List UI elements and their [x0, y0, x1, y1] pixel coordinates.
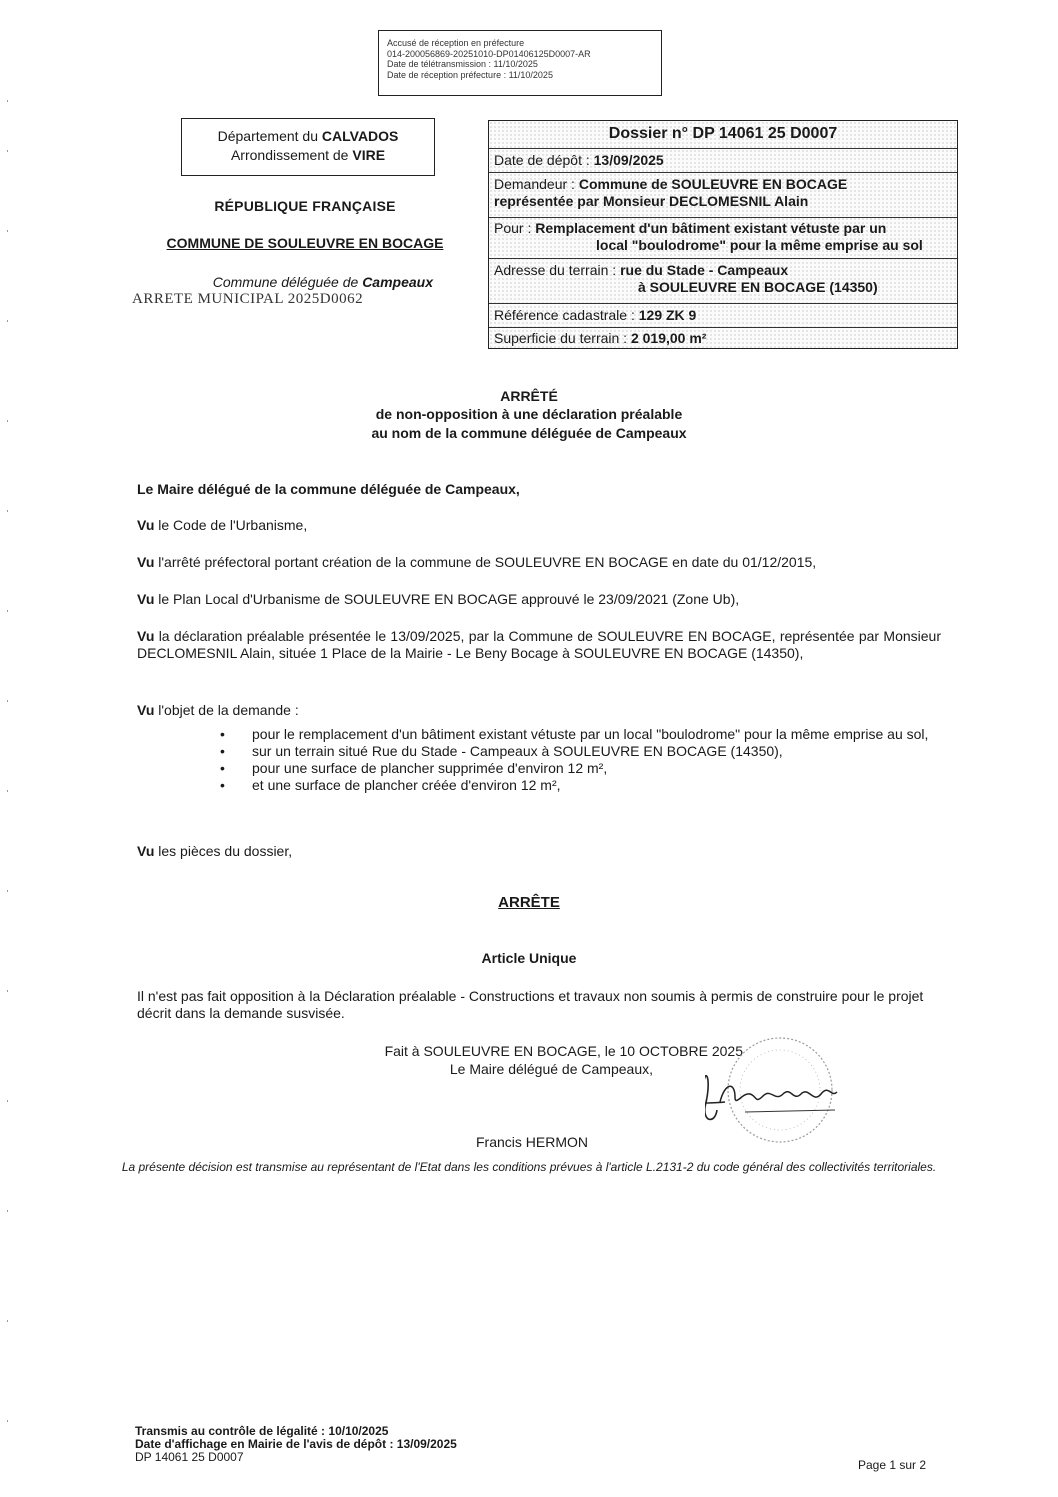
bullet-icon: •: [220, 743, 225, 759]
demandeur-label: Demandeur :: [494, 176, 579, 192]
legal-notice: La présente décision est transmise au représentant de l'Etat dans les conditions prévues à l'article L.2131-2 du code général des collectivités territoriales.: [121, 1160, 937, 1174]
footer-affichage: Date d'affichage en Mairie de l'avis de dépôt : 13/09/2025: [135, 1437, 457, 1451]
demandeur-representative: représentée par Monsieur DECLOMESNIL Alain: [494, 193, 809, 209]
list-item: [215, 743, 941, 760]
list-item-text: pour une surface de plancher supprimée d'environ 12 m²,: [252, 760, 608, 776]
list-item: [215, 760, 941, 777]
list-item-text: sur un terrain situé Rue du Stade - Campeaux à SOULEUVRE EN BOCAGE (14350),: [252, 743, 783, 759]
pour-value: Remplacement d'un bâtiment existant vétuste par un: [535, 220, 887, 236]
vu-paragraph: [137, 517, 941, 534]
adresse-value-cont: à SOULEUVRE EN BOCAGE (14350): [638, 279, 878, 295]
vu-keyword: Vu: [137, 702, 155, 718]
deleguee-name: Campeaux: [362, 274, 433, 290]
demande-bullet-list: [215, 726, 941, 794]
dossier-title: Dossier n° DP 14061 25 D0007: [608, 125, 838, 142]
vu-keyword: Vu: [137, 554, 155, 570]
pour-label: Pour :: [494, 220, 536, 236]
adresse-value: rue du Stade - Campeaux: [620, 262, 789, 278]
vu-text: la déclaration préalable présentée le 13/09/2025, par la Commune de SOULEUVRE EN BOCAGE, représentée par Monsieur DECLOMESNIL Alain, située 1 Place de la Mairie - Le Beny Bocage à SOULEUVRE EN BOCAGE (14350),: [137, 628, 941, 661]
dossier-ref-row: [489, 303, 957, 327]
dossier-date-row: [489, 148, 957, 172]
ref-label: Référence cadastrale :: [494, 307, 639, 323]
vu-text: le Code de l'Urbanisme,: [154, 517, 308, 533]
footer-transmis: Transmis au contrôle de légalité : 10/10/2025: [135, 1424, 389, 1438]
list-item: [215, 777, 941, 794]
ref-value: 129 ZK 9: [638, 307, 697, 323]
receipt-line: Date de réception préfecture : 11/10/2025: [387, 69, 553, 80]
list-item-text: pour le remplacement d'un bâtiment existant vétuste par un local "boulodrome" pour la même emprise au sol,: [252, 726, 929, 742]
dossier-pour-row: [489, 217, 957, 258]
signature-title: Le Maire délégué de Campeaux,: [449, 1061, 653, 1077]
commune-deleguee: [135, 274, 433, 290]
receipt-line: Accusé de réception en préfecture: [387, 38, 525, 48]
adresse-label: Adresse du terrain :: [494, 262, 621, 278]
prefecture-receipt-stamp: [378, 30, 662, 96]
department-box: [181, 118, 435, 176]
arrondissement-name: VIRE: [352, 147, 386, 163]
official-seal-and-signature: [705, 1032, 845, 1152]
scan-margin-marks: [6, 90, 9, 1490]
date-value: 13/09/2025: [593, 152, 664, 168]
deleguee-prefix: Commune déléguée de: [212, 274, 363, 290]
signature-place-date: Fait à SOULEUVRE EN BOCAGE, le 10 OCTOBRE 2025: [384, 1043, 743, 1059]
demandeur-value: Commune de SOULEUVRE EN BOCAGE: [578, 176, 848, 192]
dossier-demandeur-row: [489, 172, 957, 217]
receipt-line: 014-200056869-20251010-DP01406125D0007-AR: [387, 48, 591, 59]
republique-heading: RÉPUBLIQUE FRANÇAISE: [214, 198, 396, 214]
department-prefix: Département du: [217, 128, 322, 144]
document-subtitle-2: au nom de la commune déléguée de Campeaux: [371, 425, 687, 441]
arrete-heading: ARRÊTE: [498, 894, 560, 911]
vu-paragraph: [137, 628, 941, 662]
vu-keyword: Vu: [137, 591, 155, 607]
bullet-icon: •: [220, 760, 225, 776]
receipt-line: Date de télétransmission : 11/10/2025: [387, 59, 538, 69]
vu-keyword: Vu: [137, 843, 155, 859]
bullet-icon: •: [220, 726, 225, 742]
dossier-table: [488, 120, 958, 349]
vu-text: les pièces du dossier,: [154, 843, 293, 859]
arrete-number: ARRETE MUNICIPAL 2025D0062: [132, 291, 364, 307]
dossier-adresse-row: [489, 258, 957, 303]
dossier-superficie-row: [489, 327, 957, 349]
department-line: [182, 127, 434, 146]
arrondissement-line: [182, 146, 434, 165]
maire-intro: Le Maire délégué de la commune déléguée de Campeaux,: [137, 481, 520, 497]
document-title: ARRÊTÉ: [500, 388, 558, 404]
department-name: CALVADOS: [321, 128, 399, 144]
bullet-icon: •: [220, 777, 225, 793]
footer-dossier-ref: DP 14061 25 D0007: [135, 1450, 244, 1464]
vu-text: l'arrêté préfectoral portant création de la commune de SOULEUVRE EN BOCAGE en date du 01/12/2015,: [154, 554, 817, 570]
vu-paragraph: [137, 554, 941, 571]
vu-paragraph: [137, 702, 941, 719]
arrondissement-prefix: Arrondissement de: [230, 147, 353, 163]
vu-keyword: Vu: [137, 517, 155, 533]
vu-text: l'objet de la demande :: [154, 702, 299, 718]
superficie-value: 2 019,00 m²: [630, 330, 707, 346]
list-item-text: et une surface de plancher créée d'environ 12 m²,: [252, 777, 561, 793]
list-item: [215, 726, 941, 743]
page-footer: [135, 1425, 457, 1464]
document-subtitle: de non-opposition à une déclaration préalable: [375, 406, 683, 422]
vu-paragraph: [137, 591, 941, 608]
date-label: Date de dépôt :: [494, 152, 594, 168]
commune-heading: COMMUNE DE SOULEUVRE EN BOCAGE: [166, 235, 444, 251]
article-heading: Article Unique: [481, 950, 577, 966]
vu-text: le Plan Local d'Urbanisme de SOULEUVRE EN BOCAGE approuvé le 23/09/2021 (Zone Ub),: [154, 591, 740, 607]
vu-keyword: Vu: [137, 628, 155, 644]
vu-paragraph: [137, 843, 941, 860]
signer-name: Francis HERMON: [476, 1134, 589, 1150]
pour-value-cont: local "boulodrome" pour la même emprise au sol: [596, 237, 923, 253]
superficie-label: Superficie du terrain :: [494, 330, 631, 346]
article-text: Il n'est pas fait opposition à la Déclaration préalable - Constructions et travaux non soumis à permis de construire pour le projet décrit dans la demande susvisée.: [137, 988, 924, 1021]
page-number: Page 1 sur 2: [858, 1458, 927, 1472]
